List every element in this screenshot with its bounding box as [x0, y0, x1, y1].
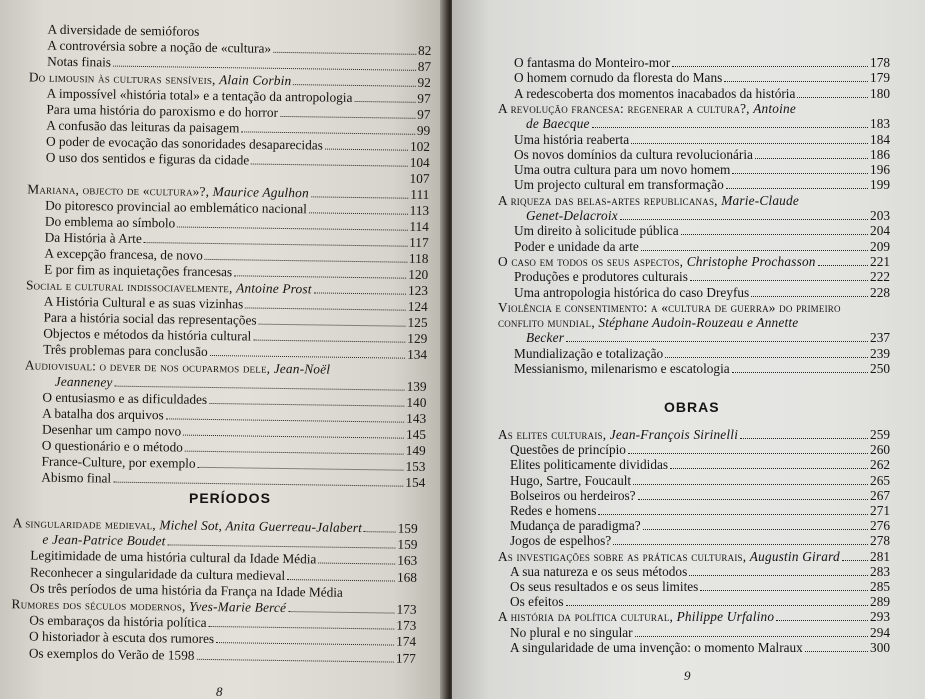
- toc-chapter-title: A revolução francesa: regenerar a cultura?,: [498, 100, 750, 116]
- toc-page-number: 140: [406, 394, 427, 410]
- toc-entry-title: Abismo final: [41, 469, 112, 486]
- toc-entry-title: O fantasma do Monteiro-mor: [514, 55, 671, 70]
- toc-page-number: 259: [870, 427, 890, 442]
- dot-leader: [566, 595, 869, 606]
- toc-entry-title: Jogos de espelhos?: [510, 533, 612, 549]
- toc-page-number: 221: [870, 253, 890, 269]
- toc-page-number: 281: [870, 548, 890, 564]
- dot-leader: [167, 535, 395, 549]
- toc-entry-title: A controvérsia sobre a noção de «cultura»: [47, 37, 272, 56]
- toc-entry-title: A singularidade de uma invenção: o momento Malraux: [510, 639, 803, 655]
- toc-author: Alain Corbin: [219, 72, 292, 89]
- toc-page-number: 289: [870, 594, 890, 610]
- toc-entry-title: A redescoberta dos momentos inacabados da história: [514, 85, 796, 101]
- toc-entry-title: Para a história social das representações: [43, 309, 257, 328]
- toc-page-number: 124: [407, 298, 428, 315]
- toc-page-number: 250: [870, 361, 890, 376]
- toc-page-number: 117: [409, 234, 429, 251]
- dot-leader: [842, 550, 868, 561]
- toc-page-number: 82: [417, 42, 432, 59]
- toc-entry-title: Os exemplos do Verão de 1598: [28, 645, 195, 663]
- toc-page-number: 107: [409, 170, 430, 187]
- toc-page-number: 111: [410, 186, 430, 203]
- toc-chapter-title: A riqueza das belas-artes republicanas,: [498, 192, 718, 208]
- toc-page-number: 300: [870, 639, 890, 655]
- toc-entry-title: Hugo, Sartre, Foucault: [510, 472, 632, 488]
- toc-page-number: 178: [870, 55, 890, 70]
- toc-page-number: 159: [397, 520, 418, 536]
- toc-entry-title: O homem cornudo da floresta do Mans: [514, 70, 723, 86]
- toc-page-number: 139: [406, 378, 427, 394]
- toc-page-number: 104: [409, 154, 430, 171]
- toc-chapter-title: Rumores dos séculos modernos,: [11, 596, 186, 614]
- toc-entry-title: Os efeitos: [510, 594, 564, 610]
- dot-leader: [209, 616, 395, 630]
- dot-leader: [288, 601, 395, 613]
- toc-entry-title: Da História à Arte: [44, 229, 142, 247]
- toc-page-number: 203: [870, 208, 890, 223]
- toc-entry-title: Elites politicamente divididas: [510, 457, 669, 473]
- toc-entry-title: Um direito à solicitude pública: [514, 223, 679, 239]
- toc-entry-title: A impossível «história total» e a tentação da antropologia: [46, 85, 353, 105]
- toc-author: Antoine: [753, 100, 796, 116]
- toc-page-number: 183: [870, 116, 890, 132]
- toc-page-number: 92: [417, 74, 431, 91]
- toc-entry-title: Questões de princípio: [510, 442, 626, 458]
- toc-entry-title: Produções e produtores culturais: [514, 269, 688, 285]
- toc-page-number: 173: [396, 601, 417, 617]
- toc-entry-title: Redes e homens: [510, 503, 597, 518]
- toc-page-number: 237: [870, 330, 890, 346]
- toc-page-number: 87: [417, 58, 432, 75]
- right-toc-list-obras: [452, 0, 925, 699]
- toc-entry-title: E por fim as inquietações francesas: [44, 261, 233, 280]
- toc-entry-title: Notas finais: [47, 53, 112, 70]
- toc-entry-title: Os três períodos de uma história da França na Idade Média: [29, 580, 343, 600]
- toc-page-number: 271: [870, 503, 890, 518]
- toc-entry-title: A confusão das leituras da paisagem: [46, 117, 240, 136]
- toc-page-number: 145: [405, 426, 427, 442]
- toc-page-number: 276: [870, 518, 890, 534]
- toc-page-number: 285: [870, 579, 890, 594]
- toc-entry-title: Os seus resultados e os seus limites: [510, 579, 699, 594]
- toc-page-number: 134: [407, 346, 428, 362]
- dot-leader: [776, 610, 868, 621]
- toc-entry-title: Uma antropologia histórica do caso Dreyfus: [514, 284, 750, 300]
- dot-leader: [643, 519, 868, 530]
- toc-page-number: 204: [870, 223, 890, 239]
- toc-entry-title: A excepção francesa, de novo: [44, 245, 203, 263]
- toc-page-number: 260: [870, 442, 890, 458]
- toc-page-number: 154: [405, 474, 426, 490]
- toc-chapter-title: conflito mundial,: [498, 315, 595, 331]
- toc-author: e Jean-Patrice Boudet: [42, 531, 166, 549]
- toc-author: Genet-Delacroix: [526, 208, 618, 223]
- toc-entry-title: O entusiasmo e as dificuldades: [42, 389, 208, 407]
- toc-page-number: 114: [409, 218, 429, 235]
- toc-entry-title: A sua natureza e os seus métodos: [510, 563, 688, 579]
- toc-page-number: 97: [417, 106, 431, 123]
- toc-entry-title: Bolseiros ou herdeiros?: [510, 487, 636, 503]
- toc-author: de Baecque: [526, 116, 590, 132]
- toc-page-number: 159: [397, 536, 418, 553]
- dot-leader: [364, 521, 396, 532]
- toc-page-number: 179: [870, 70, 890, 86]
- toc-page-number: 177: [395, 650, 416, 666]
- left-toc-list-periodos: [0, 0, 446, 699]
- section-title-obras: OBRAS: [664, 399, 720, 415]
- toc-page-number: 129: [407, 330, 428, 346]
- toc-author: Marie-Claude: [721, 192, 799, 208]
- toc-author: Augustin Girard: [749, 548, 840, 564]
- toc-chapter-title: Audiovisual: o dever de nos ocuparmos dele,: [24, 357, 271, 376]
- toc-entry-title: Mudança de paradigma?: [510, 518, 641, 534]
- toc-author: Jeanneney: [54, 373, 113, 390]
- toc-author: Christophe Prochasson: [686, 253, 816, 269]
- toc-page-number: 196: [870, 162, 890, 178]
- toc-entry-title: Objectos e métodos da história cultural: [43, 325, 252, 344]
- dot-leader: [598, 504, 868, 515]
- toc-entry-title: Um projecto cultural em transformação: [514, 177, 724, 193]
- toc-entry-title: Os embaraços da história política: [29, 612, 207, 631]
- toc-entry-title: A História Cultural e as suas vizinhas: [43, 293, 244, 312]
- toc-chapter-title: As elites culturais,: [498, 427, 607, 442]
- left-page: [0, 0, 446, 699]
- dot-leader: [345, 587, 415, 598]
- dot-leader: [635, 626, 868, 637]
- toc-entry-title: Desenhar um campo novo: [41, 421, 182, 439]
- right-page: [452, 0, 925, 699]
- dot-leader: [689, 565, 868, 576]
- toc-page-number: 143: [406, 410, 427, 426]
- toc-page-number: 262: [870, 457, 890, 473]
- toc-chapter-title: Social e cultural indissociavelmente,: [25, 277, 233, 296]
- dot-leader: [196, 648, 394, 662]
- dot-leader: [287, 569, 395, 582]
- toc-entry-title: Legitimidade de uma história cultural da Idade Média: [30, 547, 317, 567]
- dot-leader: [216, 632, 394, 645]
- toc-page-number: 173: [396, 617, 417, 634]
- toc-author: Jean-François Sirinelli: [609, 427, 739, 442]
- toc-page-number: 186: [870, 146, 890, 162]
- toc-entry-title: Do pitoresco provincial ao emblemático nacional: [45, 197, 308, 217]
- toc-author: Becker: [526, 330, 565, 346]
- toc-page-number: 97: [417, 90, 431, 107]
- toc-entry-title: Messianismo, milenarismo e escatologia: [514, 361, 730, 376]
- toc-author: Philippe Urfalino: [676, 609, 775, 625]
- toc-entry-title: A diversidade de semióforos: [47, 21, 200, 39]
- toc-entry-title: Uma história reaberta: [514, 131, 630, 147]
- dot-leader: [638, 489, 868, 500]
- toc-page-number: 125: [407, 314, 428, 331]
- toc-page-number: 163: [397, 552, 418, 569]
- dot-leader: [670, 458, 868, 469]
- toc-chapter-title: A história da política cultural,: [498, 609, 674, 625]
- dot-leader: [805, 641, 868, 652]
- toc-chapter-title: Violência e consentimento: a «cultura de guerra» do primeiro: [498, 299, 841, 315]
- section-title-periodos: PERÍODOS: [189, 490, 271, 506]
- toc-page-number: 228: [870, 284, 890, 300]
- dot-leader: [628, 443, 868, 454]
- page-number-left: 8: [216, 684, 223, 699]
- toc-entry-title: Reconhecer a singularidade da cultura medieval: [29, 564, 286, 583]
- toc-author: Maurice Agulhon: [212, 183, 310, 201]
- toc-page-number: 184: [870, 131, 890, 147]
- toc-page-number: 199: [870, 177, 890, 193]
- dot-leader: [740, 428, 868, 439]
- toc-entry-title: Uma outra cultura para um novo homem: [514, 162, 731, 178]
- toc-page-number: 239: [870, 345, 890, 361]
- toc-page-number: 293: [870, 609, 890, 625]
- dot-leader: [613, 534, 868, 545]
- toc-author: Antoine Prost: [236, 280, 312, 297]
- toc-page-number: 102: [409, 138, 431, 155]
- toc-chapter-title: O caso em todos os seus aspectos,: [498, 253, 684, 269]
- toc-page-number: 180: [870, 85, 890, 101]
- toc-entry-title: Poder e unidade da arte: [514, 238, 639, 254]
- toc-entry-title: Para uma história do paroxismo e do horror: [46, 101, 279, 120]
- dot-leader: [633, 474, 868, 485]
- toc-page-number: 278: [870, 533, 890, 549]
- toc-entry-title: Mundialização e totalização: [514, 345, 664, 361]
- toc-entry-title: O uso dos sentidos e figuras da cidade: [45, 149, 250, 168]
- toc-author: Michel Sot, Anita Guerreau-Jalabert: [159, 517, 363, 536]
- toc-page-number: 153: [405, 458, 426, 474]
- toc-entry-title: Três problemas para conclusão: [43, 341, 208, 359]
- toc-page-number: 99: [416, 122, 431, 139]
- page-number-right: 9: [684, 668, 691, 683]
- toc-entry-title: A batalha dos arquivos: [42, 405, 164, 423]
- toc-entry-title: Os novos domínios da cultura revolucionária: [514, 146, 753, 162]
- toc-entry-title: O poder de evocação das sonoridades desaparecidas: [45, 133, 324, 153]
- dot-leader: [318, 553, 395, 565]
- dot-leader: [700, 580, 868, 591]
- toc-page-number: 222: [870, 269, 890, 285]
- toc-page-number: 294: [870, 624, 890, 640]
- toc-page-number: 149: [405, 442, 426, 458]
- toc-page-number: 267: [870, 487, 890, 503]
- toc-page-number: 265: [870, 472, 890, 488]
- toc-author: Jean-Noël: [273, 360, 331, 377]
- toc-entry-title: France-Culture, por exemplo: [41, 453, 196, 471]
- toc-entry: [510, 639, 890, 656]
- toc-entry-title: Do emblema ao símbolo: [44, 213, 176, 231]
- toc-page-number: 174: [396, 633, 417, 650]
- toc-page-number: 168: [396, 569, 418, 585]
- toc-chapter-title: As investigações sobre as práticas culturais,: [498, 548, 747, 564]
- toc-entry-title: O historiador à escuta dos rumores: [29, 628, 215, 647]
- toc-chapter-title: Mariana, objecto de «cultura»?,: [27, 181, 210, 199]
- toc-page-number: 123: [407, 282, 429, 299]
- toc-page-number: 120: [408, 266, 429, 283]
- toc-page-number: 209: [870, 238, 890, 254]
- toc-chapter-title: Do limousin às culturas sensíveis,: [28, 69, 216, 88]
- toc-entry-title: No plural e no singular: [510, 624, 633, 640]
- toc-author: Yves-Marie Bercé: [188, 598, 287, 616]
- toc-entry-title: O questionário e o método: [41, 437, 183, 455]
- toc-page-number: 113: [409, 202, 430, 219]
- toc-author: Stéphane Audoin-Rouzeau e Annette: [598, 315, 799, 331]
- toc-page-number: 118: [408, 250, 429, 267]
- toc-chapter-title: A singularidade medieval,: [12, 515, 156, 533]
- toc-page-number: 283: [870, 563, 890, 579]
